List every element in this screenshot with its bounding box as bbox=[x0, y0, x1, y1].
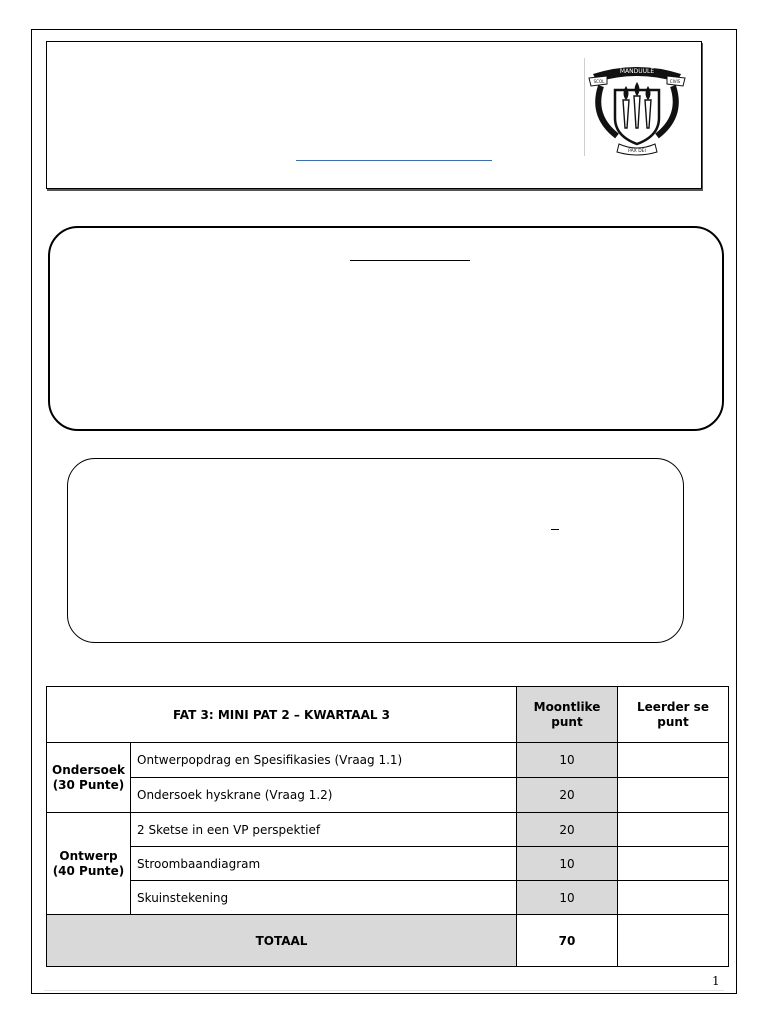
school-crest-icon bbox=[587, 56, 687, 156]
learner-details-panel bbox=[67, 458, 684, 643]
crest-banner-top: MANDUULE bbox=[619, 68, 655, 75]
header-link-underline[interactable] bbox=[296, 160, 492, 161]
group-ondersoek-points: (30 Punte) bbox=[52, 777, 125, 792]
header-possible-line2: punt bbox=[551, 714, 583, 729]
logo-divider bbox=[584, 58, 585, 156]
possible-mark-cell: 10 bbox=[517, 847, 618, 881]
group-ontwerp-name: Ontwerp bbox=[59, 848, 118, 863]
footer-line bbox=[44, 990, 724, 991]
task-cell: 2 Sketse in een VP perspektief bbox=[131, 813, 517, 847]
table-row bbox=[47, 778, 729, 813]
group-ontwerp bbox=[47, 813, 131, 915]
task-cell: Ontwerpopdrag en Spesifikasies (Vraag 1.1) bbox=[131, 743, 517, 778]
group-ontwerp-points: (40 Punte) bbox=[52, 863, 125, 878]
possible-mark-cell: 10 bbox=[517, 743, 618, 778]
possible-mark-cell: 20 bbox=[517, 778, 618, 813]
total-possible-mark: 70 bbox=[517, 915, 618, 967]
table-row bbox=[47, 813, 729, 847]
table-title: FAT 3: MINI PAT 2 – KWARTAAL 3 bbox=[47, 687, 517, 743]
table-header-row bbox=[47, 687, 729, 743]
page-number: 1 bbox=[712, 974, 720, 988]
group-ondersoek-name: Ondersoek bbox=[52, 762, 125, 777]
total-learner-mark[interactable] bbox=[618, 915, 729, 967]
task-cell: Ondersoek hyskrane (Vraag 1.2) bbox=[131, 778, 517, 813]
table-row bbox=[47, 881, 729, 915]
group-ondersoek bbox=[47, 743, 131, 813]
header-possible-line1: Moontlike bbox=[533, 699, 601, 714]
header-learner-line2: punt bbox=[657, 714, 689, 729]
learner-mark-cell[interactable] bbox=[618, 847, 729, 881]
learner-mark-cell[interactable] bbox=[618, 743, 729, 778]
table-row bbox=[47, 743, 729, 778]
header-learner-line1: Leerder se bbox=[637, 699, 709, 714]
crest-banner-bottom: PAX DEI bbox=[628, 149, 646, 154]
header-possible-mark bbox=[517, 687, 618, 743]
possible-mark-cell: 20 bbox=[517, 813, 618, 847]
learner-mark-cell[interactable] bbox=[618, 813, 729, 847]
crest-banner-left: SCOL bbox=[593, 79, 605, 84]
info-title-underline bbox=[350, 260, 470, 261]
details-dash bbox=[551, 529, 559, 530]
total-row bbox=[47, 915, 729, 967]
task-cell: Stroombaandiagram bbox=[131, 847, 517, 881]
info-panel bbox=[48, 226, 724, 431]
learner-mark-cell[interactable] bbox=[618, 778, 729, 813]
header-learner-mark bbox=[618, 687, 729, 743]
task-cell: Skuinstekening bbox=[131, 881, 517, 915]
table-row bbox=[47, 847, 729, 881]
mark-allocation-table bbox=[46, 686, 729, 967]
total-label: TOTAAL bbox=[47, 915, 517, 967]
crest-banner-right: CIVIS bbox=[669, 79, 681, 84]
learner-mark-cell[interactable] bbox=[618, 881, 729, 915]
possible-mark-cell: 10 bbox=[517, 881, 618, 915]
